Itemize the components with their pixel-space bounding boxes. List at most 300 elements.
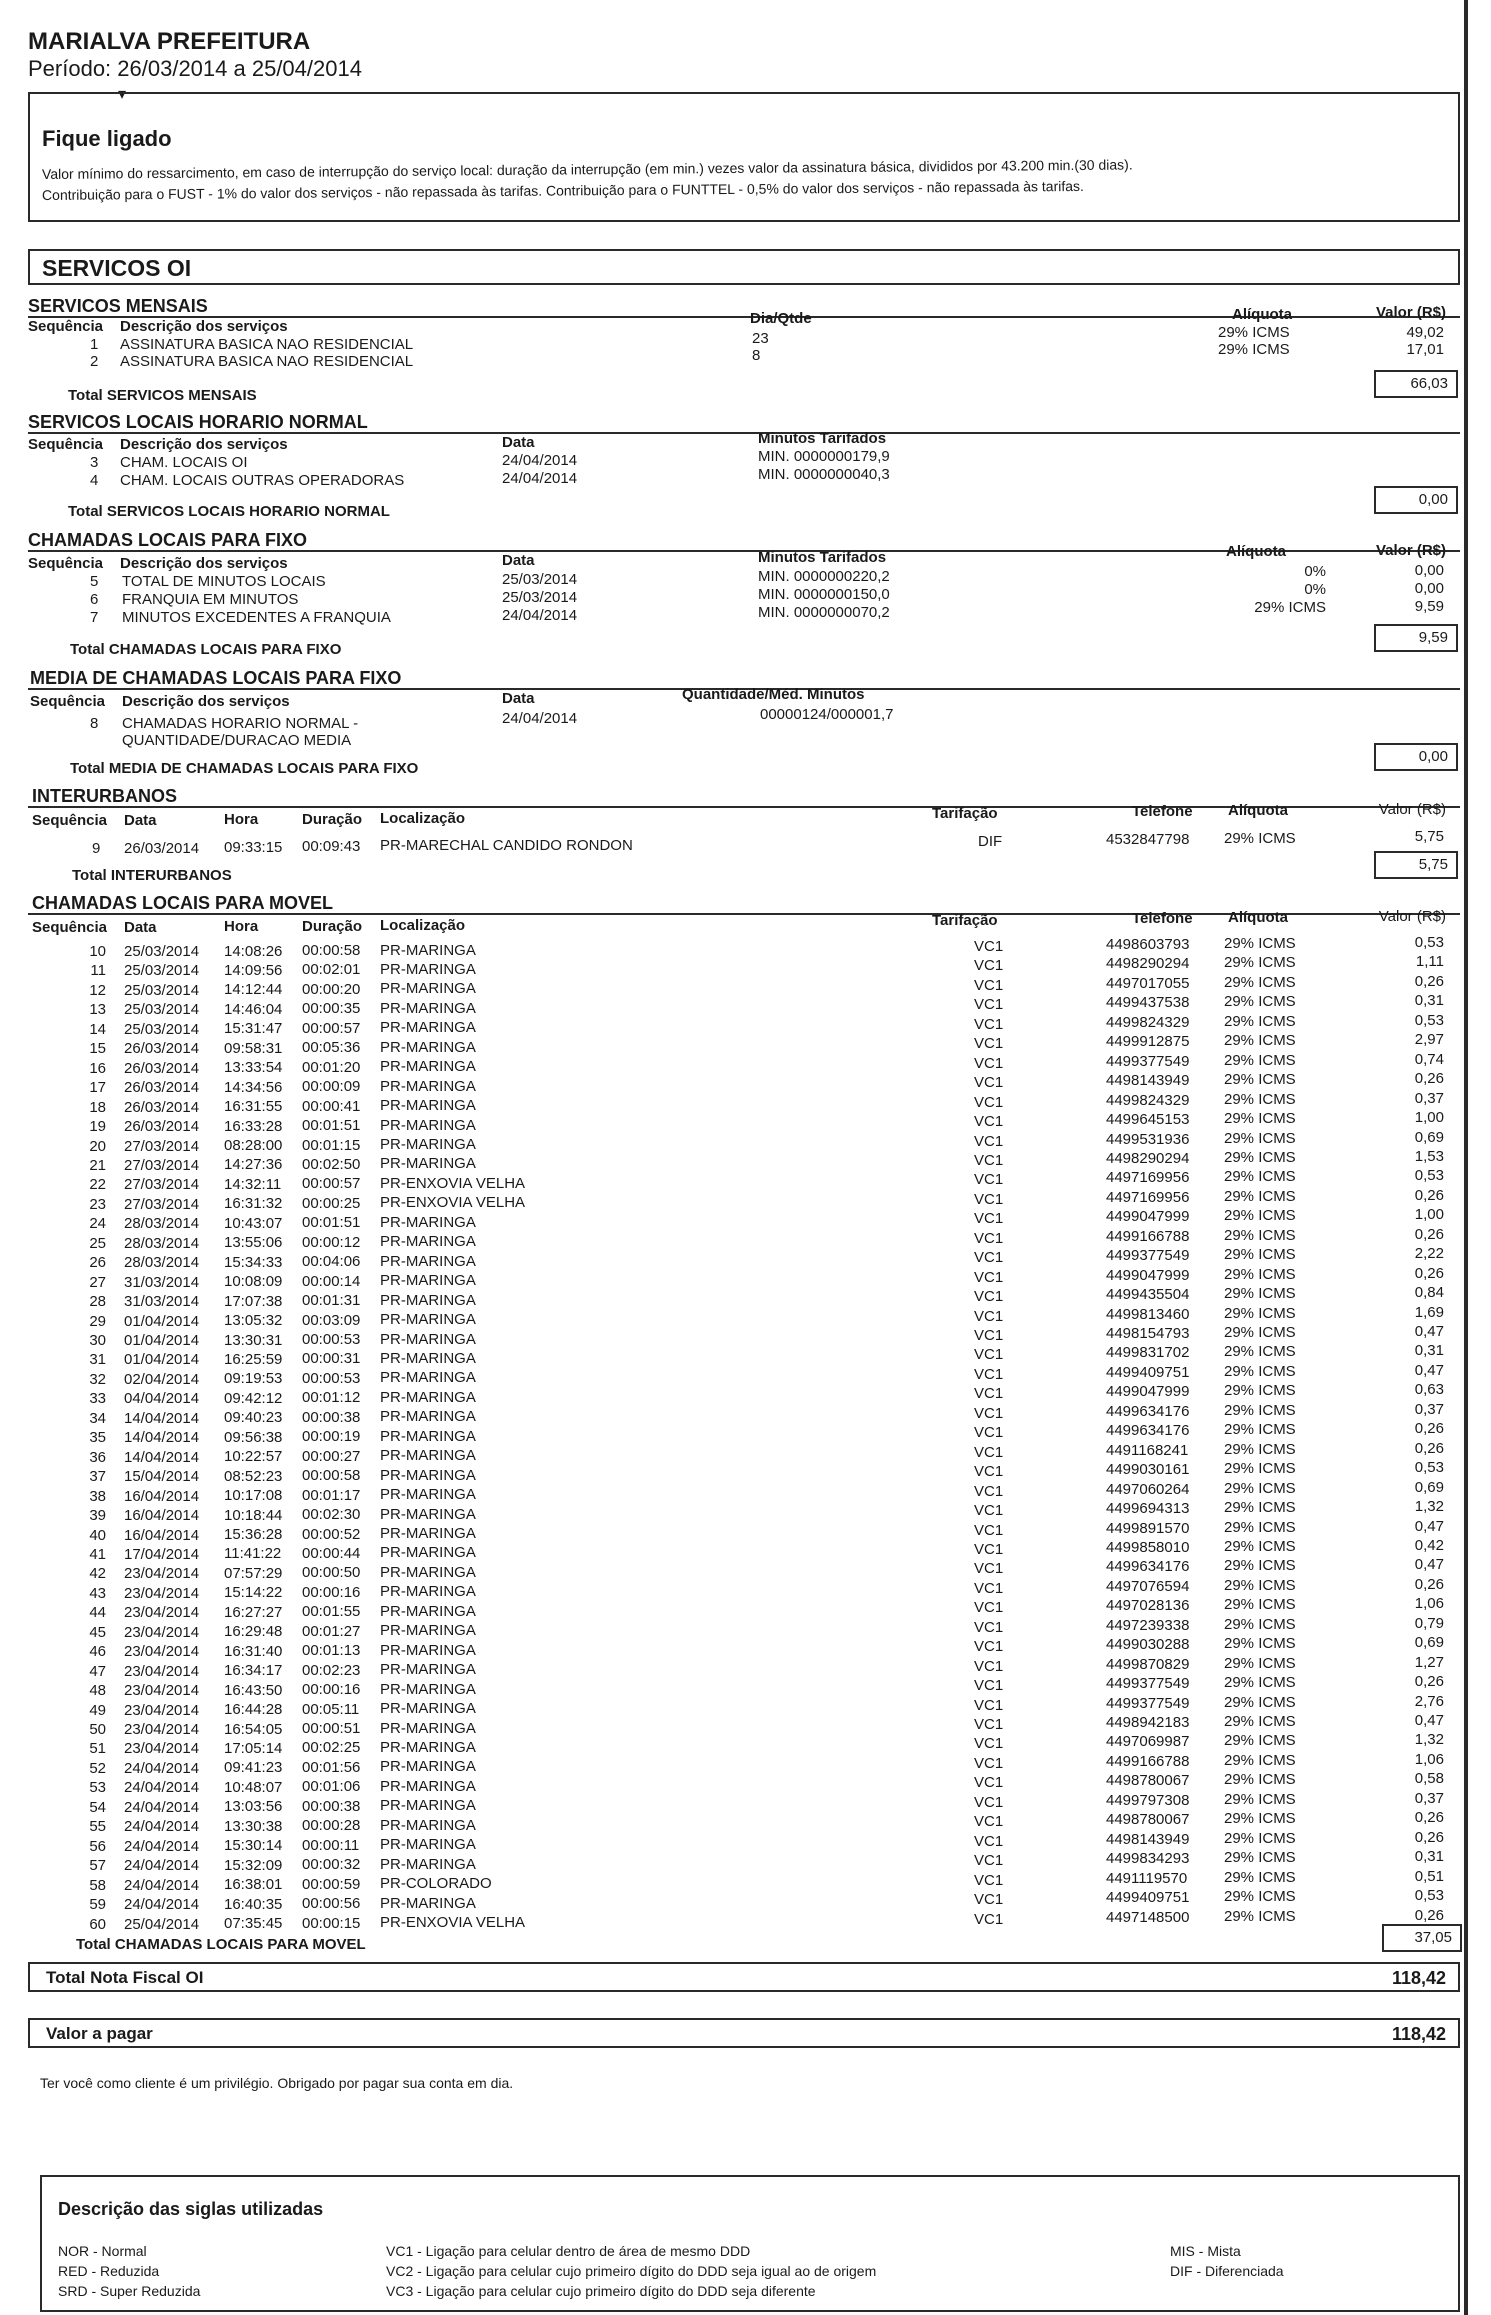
movel-date: 23/04/2014 — [124, 1624, 200, 1641]
movel-time: 09:56:38 — [224, 1429, 283, 1446]
movel-phone: 4499634176 — [1106, 1403, 1190, 1420]
movel-phone: 4499694313 — [1106, 1500, 1190, 1517]
movel-phone: 4499824329 — [1106, 1014, 1190, 1031]
movel-time: 10:08:09 — [224, 1273, 283, 1290]
movel-date: 27/03/2014 — [124, 1196, 200, 1213]
movel-seq: 13 — [89, 1001, 106, 1018]
movel-location: PR-MARINGA — [380, 1350, 476, 1367]
movel-aliquota: 29% ICMS — [1224, 1324, 1296, 1341]
movel-seq: 48 — [89, 1682, 106, 1699]
col-header-seq: Sequência — [32, 812, 108, 829]
movel-seq: 60 — [89, 1916, 106, 1933]
movel-tariff: VC1 — [974, 1911, 1004, 1928]
movel-value: 0,26 — [1414, 1420, 1444, 1437]
movel-duration: 00:00:52 — [302, 1526, 361, 1543]
movel-aliquota: 29% ICMS — [1224, 1266, 1296, 1283]
movel-value: 2,76 — [1414, 1693, 1444, 1710]
movel-duration: 00:00:35 — [302, 1000, 361, 1017]
movel-duration: 00:00:58 — [302, 942, 361, 959]
movel-value: 0,53 — [1414, 1012, 1444, 1029]
movel-location: PR-MARINGA — [380, 1797, 476, 1814]
movel-tariff: VC1 — [974, 977, 1004, 994]
col-header-aliq: Alíquota — [1232, 306, 1292, 323]
movel-tariff: VC1 — [974, 1113, 1004, 1130]
movel-aliquota: 29% ICMS — [1224, 1130, 1296, 1147]
movel-time: 16:43:50 — [224, 1682, 283, 1699]
movel-value: 1,69 — [1414, 1304, 1444, 1321]
movel-location: PR-MARINGA — [380, 1681, 476, 1698]
movel-time: 15:34:33 — [224, 1254, 283, 1271]
movel-duration: 00:00:20 — [302, 981, 361, 998]
movel-location: PR-MARINGA — [380, 1583, 476, 1600]
movel-phone: 4498290294 — [1106, 955, 1190, 972]
fixo-minutes: MIN. 0000000070,2 — [758, 604, 890, 621]
fixo-desc: TOTAL DE MINUTOS LOCAIS — [122, 573, 326, 590]
legend-item: RED - Reduzida — [58, 2263, 160, 2279]
movel-location: PR-MARINGA — [380, 1058, 476, 1075]
movel-aliquota: 29% ICMS — [1224, 1713, 1296, 1730]
movel-date: 25/03/2014 — [124, 962, 200, 979]
movel-date: 31/03/2014 — [124, 1274, 200, 1291]
movel-location: PR-MARINGA — [380, 1739, 476, 1756]
movel-tariff: VC1 — [974, 1055, 1004, 1072]
movel-phone: 4499435504 — [1106, 1286, 1190, 1303]
movel-duration: 00:01:56 — [302, 1759, 361, 1776]
movel-date: 23/04/2014 — [124, 1643, 200, 1660]
movel-seq: 12 — [89, 982, 106, 999]
movel-time: 16:33:28 — [224, 1118, 283, 1135]
movel-duration: 00:02:01 — [302, 961, 361, 978]
col-header-telefone: Telefone — [1132, 910, 1193, 927]
movel-seq: 40 — [89, 1527, 106, 1544]
movel-value: 0,53 — [1414, 934, 1444, 951]
col-header-seq: Sequência — [28, 318, 104, 335]
movel-duration: 00:01:27 — [302, 1623, 361, 1640]
col-header-minutos: Minutos Tarifados — [758, 430, 887, 447]
movel-aliquota: 29% ICMS — [1224, 1499, 1296, 1516]
movel-time: 13:30:31 — [224, 1332, 283, 1349]
movel-duration: 00:01:20 — [302, 1059, 361, 1076]
inter-aliquota: 29% ICMS — [1224, 830, 1296, 847]
movel-tariff: VC1 — [974, 1774, 1004, 1791]
movel-date: 27/03/2014 — [124, 1138, 200, 1155]
movel-tariff: VC1 — [974, 1580, 1004, 1597]
inter-tariff: DIF — [978, 833, 1003, 850]
movel-location: PR-MARINGA — [380, 1778, 476, 1795]
mensais-valor: 17,01 — [1406, 341, 1444, 358]
movel-duration: 00:00:38 — [302, 1798, 361, 1815]
movel-phone: 4499166788 — [1106, 1228, 1190, 1245]
mensais-valor: 49,02 — [1406, 324, 1444, 341]
movel-time: 16:44:28 — [224, 1701, 283, 1718]
col-header-localizacao: Localização — [380, 917, 466, 934]
movel-phone: 4499377549 — [1106, 1247, 1190, 1264]
movel-seq: 41 — [89, 1546, 106, 1563]
media-date: 24/04/2014 — [502, 710, 578, 727]
movel-duration: 00:00:58 — [302, 1467, 361, 1484]
movel-seq: 14 — [89, 1021, 106, 1038]
movel-time: 10:48:07 — [224, 1779, 283, 1796]
movel-time: 08:28:00 — [224, 1137, 283, 1154]
movel-value: 0,47 — [1414, 1362, 1444, 1379]
company-name: MARIALVA PREFEITURA — [28, 28, 311, 55]
movel-date: 25/03/2014 — [124, 1021, 200, 1038]
col-header-desc: Descrição dos serviços — [122, 693, 290, 710]
legend-item: VC3 - Ligação para celular cujo primeiro dígito do DDD seja diferente — [386, 2283, 816, 2299]
movel-value: 0,26 — [1414, 1809, 1444, 1826]
movel-location: PR-MARINGA — [380, 1506, 476, 1523]
movel-phone: 4499166788 — [1106, 1753, 1190, 1770]
movel-date: 25/03/2014 — [124, 982, 200, 999]
movel-phone: 4498143949 — [1106, 1831, 1190, 1848]
movel-time: 07:57:29 — [224, 1565, 283, 1582]
movel-tariff: VC1 — [974, 1230, 1004, 1247]
movel-duration: 00:00:09 — [302, 1078, 361, 1095]
horario-desc: CHAM. LOCAIS OI — [120, 454, 248, 471]
movel-seq: 11 — [90, 962, 106, 979]
movel-seq: 42 — [89, 1565, 106, 1582]
total-nota-fiscal-label: Total Nota Fiscal OI — [46, 1968, 204, 1987]
movel-time: 16:27:27 — [224, 1604, 283, 1621]
movel-aliquota: 29% ICMS — [1224, 1207, 1296, 1224]
movel-value: 0,69 — [1414, 1479, 1444, 1496]
movel-duration: 00:00:53 — [302, 1370, 361, 1387]
col-header-data: Data — [502, 434, 535, 451]
col-header-desc: Descrição dos serviços — [120, 318, 288, 335]
movel-value: 2,97 — [1414, 1031, 1444, 1048]
movel-tariff: VC1 — [974, 1813, 1004, 1830]
movel-tariff: VC1 — [974, 996, 1004, 1013]
movel-value: 0,31 — [1414, 992, 1444, 1009]
movel-aliquota: 29% ICMS — [1224, 935, 1296, 952]
movel-location: PR-MARINGA — [380, 1000, 476, 1017]
inter-phone: 4532847798 — [1106, 831, 1190, 848]
movel-duration: 00:00:38 — [302, 1409, 361, 1426]
movel-date: 04/04/2014 — [124, 1390, 200, 1407]
movel-seq: 21 — [89, 1157, 106, 1174]
movel-phone: 4499030161 — [1106, 1461, 1190, 1478]
col-header-duracao: Duração — [302, 811, 363, 828]
movel-phone: 4498942183 — [1106, 1714, 1190, 1731]
movel-seq: 52 — [89, 1760, 106, 1777]
movel-time: 08:52:23 — [224, 1468, 283, 1485]
movel-date: 26/03/2014 — [124, 1040, 200, 1057]
movel-time: 09:42:12 — [224, 1390, 283, 1407]
movel-value: 0,26 — [1414, 1440, 1444, 1457]
movel-duration: 00:00:16 — [302, 1584, 361, 1601]
movel-phone: 4499834293 — [1106, 1850, 1190, 1867]
movel-location: PR-MARINGA — [380, 1603, 476, 1620]
movel-duration: 00:00:14 — [302, 1273, 361, 1290]
movel-date: 24/04/2014 — [124, 1838, 200, 1855]
movel-seq: 23 — [89, 1196, 106, 1213]
total-label-fixo: Total CHAMADAS LOCAIS PARA FIXO — [70, 641, 342, 658]
movel-location: PR-MARINGA — [380, 1720, 476, 1737]
movel-time: 16:54:05 — [224, 1721, 283, 1738]
movel-duration: 00:00:28 — [302, 1817, 361, 1834]
fixo-date: 24/04/2014 — [502, 607, 578, 624]
movel-seq: 58 — [89, 1877, 106, 1894]
movel-phone: 4499891570 — [1106, 1520, 1190, 1537]
movel-phone: 4499831702 — [1106, 1344, 1190, 1361]
movel-value: 0,74 — [1414, 1051, 1444, 1068]
movel-location: PR-ENXOVIA VELHA — [380, 1194, 526, 1211]
movel-time: 16:31:32 — [224, 1195, 283, 1212]
col-header-hora: Hora — [224, 811, 259, 828]
movel-tariff: VC1 — [974, 1794, 1004, 1811]
movel-location: PR-MARINGA — [380, 1467, 476, 1484]
movel-phone: 4499047999 — [1106, 1383, 1190, 1400]
movel-value: 1,00 — [1414, 1206, 1444, 1223]
total-value-horario: 0,00 — [1374, 486, 1458, 514]
movel-aliquota: 29% ICMS — [1224, 1285, 1296, 1302]
movel-aliquota: 29% ICMS — [1224, 1635, 1296, 1652]
movel-tariff: VC1 — [974, 1308, 1004, 1325]
movel-date: 16/04/2014 — [124, 1488, 200, 1505]
movel-value: 0,26 — [1414, 1226, 1444, 1243]
movel-duration: 00:01:17 — [302, 1487, 361, 1504]
movel-date: 23/04/2014 — [124, 1721, 200, 1738]
movel-time: 10:18:44 — [224, 1507, 283, 1524]
movel-aliquota: 29% ICMS — [1224, 1557, 1296, 1574]
movel-time: 13:05:32 — [224, 1312, 283, 1329]
movel-aliquota: 29% ICMS — [1224, 1694, 1296, 1711]
fixo-valor: 0,00 — [1414, 580, 1444, 597]
movel-date: 24/04/2014 — [124, 1896, 200, 1913]
movel-phone: 4498154793 — [1106, 1325, 1190, 1342]
movel-date: 24/04/2014 — [124, 1818, 200, 1835]
inter-value: 5,75 — [1414, 828, 1444, 845]
movel-duration: 00:05:36 — [302, 1039, 361, 1056]
movel-value: 1,06 — [1414, 1595, 1444, 1612]
scan-edge — [1464, 0, 1468, 2315]
movel-tariff: VC1 — [974, 1074, 1004, 1091]
movel-aliquota: 29% ICMS — [1224, 1810, 1296, 1827]
movel-aliquota: 29% ICMS — [1224, 1616, 1296, 1633]
movel-date: 27/03/2014 — [124, 1157, 200, 1174]
movel-duration: 00:01:06 — [302, 1778, 361, 1795]
col-header-seq: Sequência — [28, 436, 104, 453]
movel-tariff: VC1 — [974, 1346, 1004, 1363]
movel-seq: 39 — [89, 1507, 106, 1524]
horario-seq: 3 — [90, 454, 99, 471]
movel-location: PR-MARINGA — [380, 1155, 476, 1172]
movel-value: 0,26 — [1414, 1673, 1444, 1690]
movel-value: 0,26 — [1414, 1829, 1444, 1846]
movel-value: 0,26 — [1414, 973, 1444, 990]
movel-phone: 4499047999 — [1106, 1208, 1190, 1225]
horario-seq: 4 — [90, 472, 99, 489]
movel-value: 0,26 — [1414, 1265, 1444, 1282]
movel-phone: 4499645153 — [1106, 1111, 1190, 1128]
movel-phone: 4498290294 — [1106, 1150, 1190, 1167]
fixo-seq: 6 — [90, 591, 99, 608]
movel-aliquota: 29% ICMS — [1224, 1655, 1296, 1672]
movel-seq: 22 — [89, 1176, 106, 1193]
movel-phone: 4497017055 — [1106, 975, 1190, 992]
movel-date: 23/04/2014 — [124, 1740, 200, 1757]
col-header-minutos: Minutos Tarifados — [758, 549, 887, 566]
movel-aliquota: 29% ICMS — [1224, 1363, 1296, 1380]
movel-value: 0,53 — [1414, 1167, 1444, 1184]
movel-date: 14/04/2014 — [124, 1429, 200, 1446]
movel-tariff: VC1 — [974, 1171, 1004, 1188]
section-title-interurbanos: INTERURBANOS — [32, 786, 178, 806]
movel-value: 0,47 — [1414, 1556, 1444, 1573]
movel-aliquota: 29% ICMS — [1224, 1908, 1296, 1925]
movel-phone: 4499797308 — [1106, 1792, 1190, 1809]
movel-date: 23/04/2014 — [124, 1702, 200, 1719]
movel-date: 25/04/2014 — [124, 1916, 200, 1933]
fixo-seq: 7 — [90, 609, 99, 626]
col-header-data: Data — [502, 690, 535, 707]
movel-duration: 00:00:57 — [302, 1020, 361, 1037]
movel-location: PR-MARINGA — [380, 1486, 476, 1503]
movel-aliquota: 29% ICMS — [1224, 1771, 1296, 1788]
movel-location: PR-MARINGA — [380, 1447, 476, 1464]
movel-tariff: VC1 — [974, 1210, 1004, 1227]
movel-location: PR-MARINGA — [380, 1233, 476, 1250]
legend-item: NOR - Normal — [58, 2243, 147, 2259]
movel-tariff: VC1 — [974, 1463, 1004, 1480]
movel-location: PR-MARINGA — [380, 980, 476, 997]
movel-seq: 38 — [89, 1488, 106, 1505]
movel-tariff: VC1 — [974, 1755, 1004, 1772]
movel-location: PR-MARINGA — [380, 1292, 476, 1309]
movel-duration: 00:02:30 — [302, 1506, 361, 1523]
movel-date: 16/04/2014 — [124, 1507, 200, 1524]
movel-seq: 31 — [89, 1351, 106, 1368]
valor-a-pagar-box — [28, 2018, 1460, 2048]
movel-tariff: VC1 — [974, 1872, 1004, 1889]
movel-aliquota: 29% ICMS — [1224, 993, 1296, 1010]
movel-location: PR-COLORADO — [380, 1875, 492, 1892]
movel-value: 1,32 — [1414, 1498, 1444, 1515]
section-title-horario: SERVICOS LOCAIS HORARIO NORMAL — [28, 412, 368, 432]
movel-aliquota: 29% ICMS — [1224, 1168, 1296, 1185]
movel-location: PR-MARINGA — [380, 1253, 476, 1270]
movel-phone: 4497239338 — [1106, 1617, 1190, 1634]
col-header-telefone: Telefone — [1132, 803, 1193, 820]
mensais-desc: ASSINATURA BASICA NAO RESIDENCIAL — [120, 336, 414, 353]
thank-you-message: Ter você como cliente é um privilégio. Obrigado por pagar sua conta em dia. — [40, 2075, 514, 2091]
notice-line-2: Contribuição para o FUST - 1% do valor dos serviços - não repassada às tarifas. Contribuição para o FUNTTEL - 0,5% do valor dos serviços - não repassada às tarifas. — [41, 177, 1084, 203]
movel-duration: 00:00:53 — [302, 1331, 361, 1348]
movel-time: 13:30:38 — [224, 1818, 283, 1835]
movel-duration: 00:01:51 — [302, 1117, 361, 1134]
movel-aliquota: 29% ICMS — [1224, 1382, 1296, 1399]
movel-phone: 4499377549 — [1106, 1053, 1190, 1070]
movel-duration: 00:05:11 — [302, 1701, 360, 1718]
movel-time: 15:36:28 — [224, 1526, 283, 1543]
movel-aliquota: 29% ICMS — [1224, 1305, 1296, 1322]
movel-phone: 4499634176 — [1106, 1422, 1190, 1439]
movel-location: PR-ENXOVIA VELHA — [380, 1175, 526, 1192]
movel-date: 01/04/2014 — [124, 1351, 200, 1368]
movel-seq: 16 — [89, 1060, 106, 1077]
col-header-hora: Hora — [224, 918, 259, 935]
movel-location: PR-MARINGA — [380, 1642, 476, 1659]
movel-duration: 00:00:50 — [302, 1564, 361, 1581]
movel-seq: 53 — [89, 1779, 106, 1796]
mensais-desc: ASSINATURA BASICA NAO RESIDENCIAL — [120, 353, 414, 370]
total-value-interurbanos: 5,75 — [1374, 851, 1458, 879]
movel-date: 14/04/2014 — [124, 1449, 200, 1466]
services-header-box — [28, 249, 1460, 285]
movel-duration: 00:00:25 — [302, 1195, 361, 1212]
movel-tariff: VC1 — [974, 1405, 1004, 1422]
movel-seq: 25 — [89, 1235, 106, 1252]
movel-seq: 17 — [89, 1079, 106, 1096]
movel-phone: 4499030288 — [1106, 1636, 1190, 1653]
legend-item: MIS - Mista — [1170, 2243, 1241, 2259]
movel-time: 10:43:07 — [224, 1215, 283, 1232]
movel-tariff: VC1 — [974, 1094, 1004, 1111]
movel-location: PR-MARINGA — [380, 1078, 476, 1095]
movel-date: 24/04/2014 — [124, 1779, 200, 1796]
movel-seq: 56 — [89, 1838, 106, 1855]
movel-value: 0,53 — [1414, 1459, 1444, 1476]
movel-date: 26/03/2014 — [124, 1099, 200, 1116]
movel-seq: 32 — [89, 1371, 106, 1388]
movel-location: PR-MARINGA — [380, 1700, 476, 1717]
col-header-tarifacao: Tarifação — [932, 805, 998, 822]
movel-time: 16:40:35 — [224, 1896, 283, 1913]
movel-duration: 00:00:27 — [302, 1448, 361, 1465]
section-rule — [28, 432, 1460, 434]
total-value-movel: 37,05 — [1382, 1924, 1462, 1952]
movel-time: 15:30:14 — [224, 1837, 283, 1854]
movel-duration: 00:01:31 — [302, 1292, 361, 1309]
movel-tariff: VC1 — [974, 1249, 1004, 1266]
movel-date: 17/04/2014 — [124, 1546, 200, 1563]
legend-item: VC2 - Ligação para celular cujo primeiro dígito do DDD seja igual ao de origem — [386, 2263, 877, 2279]
movel-aliquota: 29% ICMS — [1224, 1071, 1296, 1088]
movel-date: 23/04/2014 — [124, 1585, 200, 1602]
movel-value: 0,26 — [1414, 1070, 1444, 1087]
total-value-fixo: 9,59 — [1374, 624, 1458, 652]
movel-phone: 4499377549 — [1106, 1695, 1190, 1712]
movel-duration: 00:01:12 — [302, 1389, 361, 1406]
mensais-aliquota: 29% ICMS — [1218, 324, 1290, 341]
movel-phone: 4498143949 — [1106, 1072, 1190, 1089]
movel-value: 0,31 — [1414, 1342, 1444, 1359]
movel-duration: 00:00:51 — [302, 1720, 361, 1737]
movel-location: PR-MARINGA — [380, 1389, 476, 1406]
inter-time: 09:33:15 — [224, 839, 283, 856]
movel-phone: 4499912875 — [1106, 1033, 1190, 1050]
movel-aliquota: 29% ICMS — [1224, 1791, 1296, 1808]
section-title-media: MEDIA DE CHAMADAS LOCAIS PARA FIXO — [30, 668, 402, 688]
movel-value: 1,32 — [1414, 1731, 1444, 1748]
services-header-label: SERVICOS OI — [42, 255, 192, 281]
total-label-movel: Total CHAMADAS LOCAIS PARA MOVEL — [76, 1936, 366, 1953]
movel-location: PR-MARINGA — [380, 1019, 476, 1036]
movel-date: 28/03/2014 — [124, 1215, 200, 1232]
movel-seq: 29 — [89, 1313, 106, 1330]
col-header-valor: Valor (R$) — [1375, 304, 1446, 321]
media-desc-2: QUANTIDADE/DURACAO MEDIA — [122, 732, 352, 749]
movel-phone: 4499437538 — [1106, 994, 1190, 1011]
movel-tariff: VC1 — [974, 1483, 1004, 1500]
movel-phone: 4497028136 — [1106, 1597, 1190, 1614]
movel-aliquota: 29% ICMS — [1224, 1091, 1296, 1108]
movel-date: 28/03/2014 — [124, 1254, 200, 1271]
valor-a-pagar-value: 118,42 — [1391, 2024, 1446, 2044]
movel-aliquota: 29% ICMS — [1224, 1519, 1296, 1536]
movel-aliquota: 29% ICMS — [1224, 1830, 1296, 1847]
movel-tariff: VC1 — [974, 1133, 1004, 1150]
